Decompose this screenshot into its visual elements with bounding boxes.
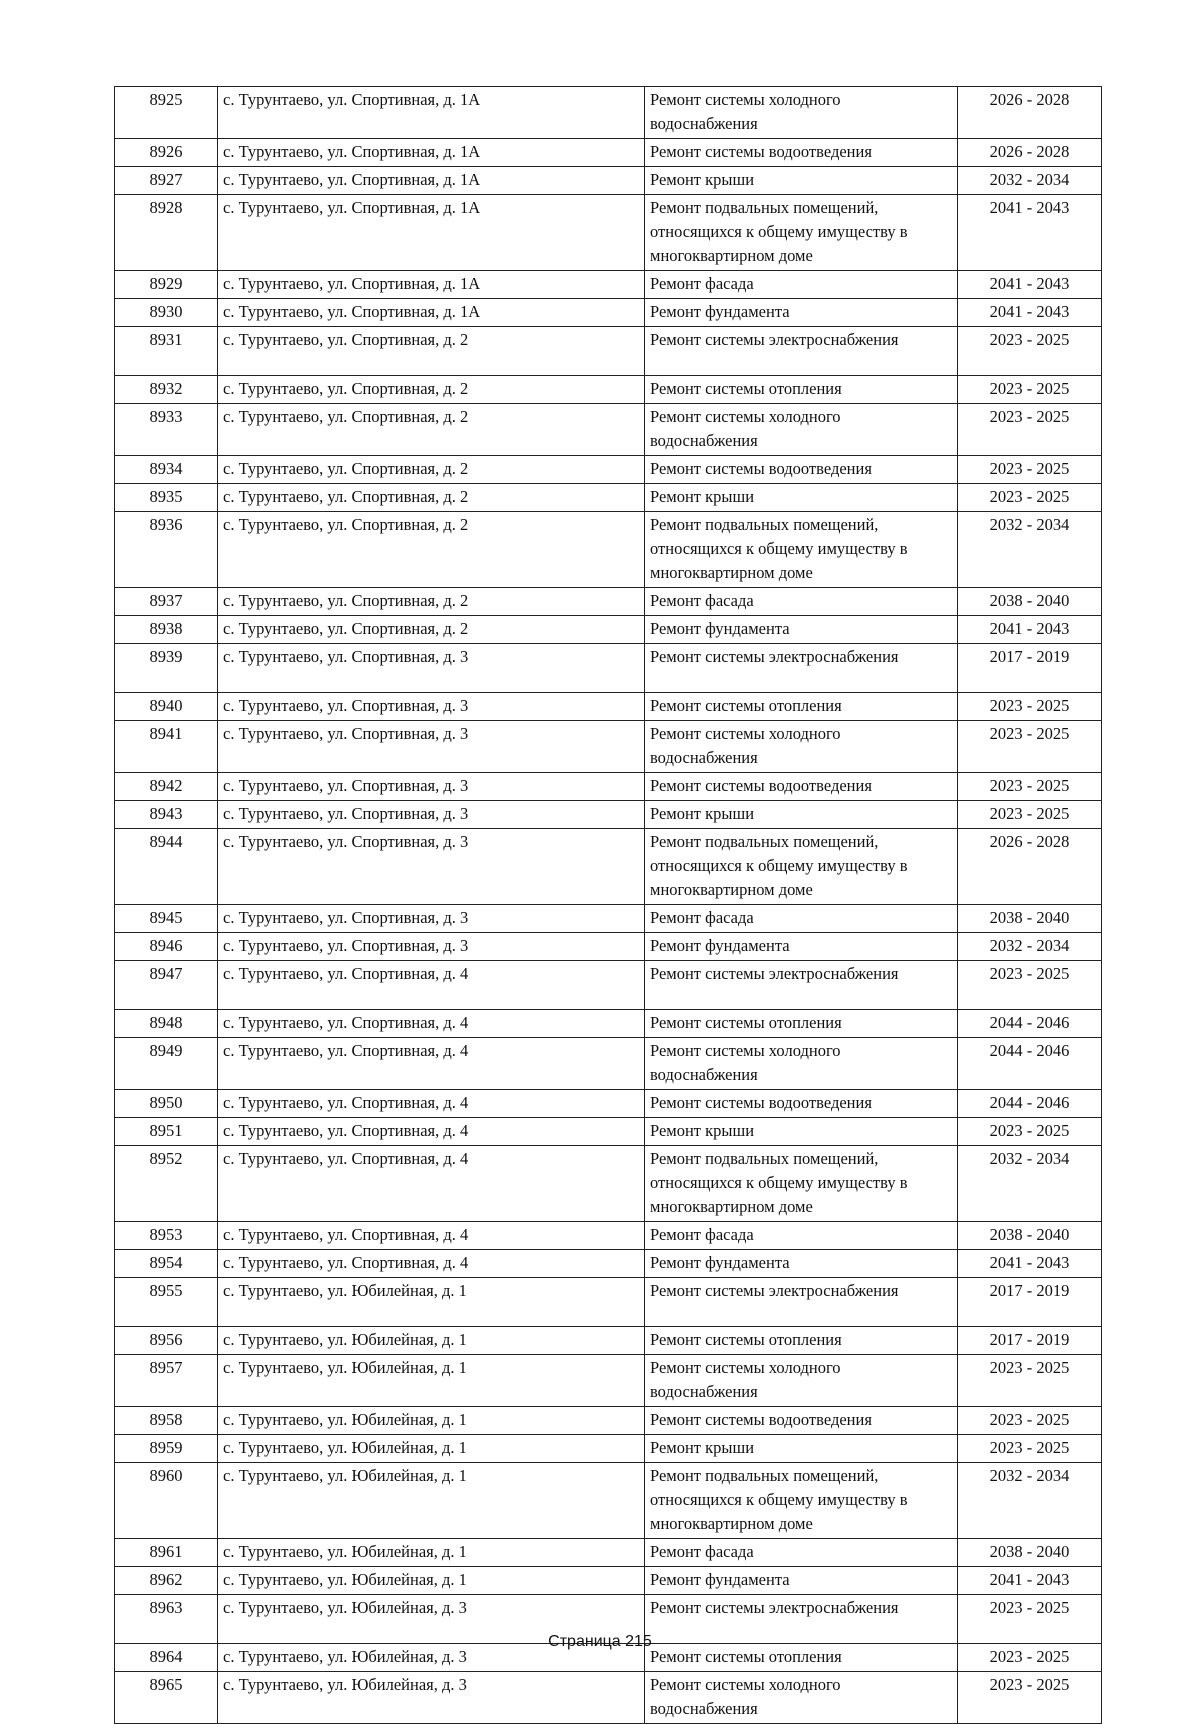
address-cell: с. Турунтаево, ул. Спортивная, д. 4 xyxy=(218,1222,645,1250)
row-number-cell: 8941 xyxy=(115,721,218,773)
work-type-cell: Ремонт фундамента xyxy=(645,616,958,644)
work-type-cell: Ремонт системы электроснабжения xyxy=(645,327,958,376)
table-row xyxy=(115,376,1102,404)
period-cell: 2026 - 2028 xyxy=(958,829,1102,905)
address-cell: с. Турунтаево, ул. Спортивная, д. 3 xyxy=(218,829,645,905)
period-cell: 2026 - 2028 xyxy=(958,139,1102,167)
table-row xyxy=(115,801,1102,829)
work-type-cell: Ремонт фундамента xyxy=(645,1250,958,1278)
address-cell: с. Турунтаево, ул. Спортивная, д. 2 xyxy=(218,616,645,644)
work-type-cell: Ремонт системы отопления xyxy=(645,376,958,404)
row-number-cell: 8949 xyxy=(115,1038,218,1090)
row-number-cell: 8933 xyxy=(115,404,218,456)
work-type-cell: Ремонт системы отопления xyxy=(645,693,958,721)
work-type-cell: Ремонт подвальных помещений, относящихся к общему имуществу в многоквартирном доме xyxy=(645,829,958,905)
table-row xyxy=(115,1355,1102,1407)
period-cell: 2038 - 2040 xyxy=(958,588,1102,616)
address-cell: с. Турунтаево, ул. Спортивная, д. 4 xyxy=(218,1010,645,1038)
work-type-cell: Ремонт крыши xyxy=(645,1435,958,1463)
table-row xyxy=(115,829,1102,905)
period-cell: 2038 - 2040 xyxy=(958,1222,1102,1250)
table-row xyxy=(115,484,1102,512)
table-row xyxy=(115,1463,1102,1539)
address-cell: с. Турунтаево, ул. Спортивная, д. 4 xyxy=(218,1146,645,1222)
address-cell: с. Турунтаево, ул. Спортивная, д. 1А xyxy=(218,87,645,139)
address-cell: с. Турунтаево, ул. Спортивная, д. 4 xyxy=(218,1090,645,1118)
work-type-cell: Ремонт системы водоотведения xyxy=(645,139,958,167)
work-type-cell: Ремонт фасада xyxy=(645,1539,958,1567)
period-cell: 2032 - 2034 xyxy=(958,1146,1102,1222)
address-cell: с. Турунтаево, ул. Спортивная, д. 4 xyxy=(218,961,645,1010)
period-cell: 2023 - 2025 xyxy=(958,404,1102,456)
work-type-cell: Ремонт фасада xyxy=(645,271,958,299)
row-number-cell: 8965 xyxy=(115,1672,218,1724)
work-type-cell: Ремонт подвальных помещений, относящихся к общему имуществу в многоквартирном доме xyxy=(645,195,958,271)
address-cell: с. Турунтаево, ул. Юбилейная, д. 3 xyxy=(218,1595,645,1644)
table-row xyxy=(115,404,1102,456)
period-cell: 2044 - 2046 xyxy=(958,1038,1102,1090)
row-number-cell: 8930 xyxy=(115,299,218,327)
period-cell: 2038 - 2040 xyxy=(958,1539,1102,1567)
period-cell: 2023 - 2025 xyxy=(958,327,1102,376)
address-cell: с. Турунтаево, ул. Спортивная, д. 2 xyxy=(218,404,645,456)
row-number-cell: 8951 xyxy=(115,1118,218,1146)
table-row xyxy=(115,905,1102,933)
work-type-cell: Ремонт системы отопления xyxy=(645,1010,958,1038)
address-cell: с. Турунтаево, ул. Юбилейная, д. 3 xyxy=(218,1672,645,1724)
table-row xyxy=(115,1010,1102,1038)
address-cell: с. Турунтаево, ул. Юбилейная, д. 1 xyxy=(218,1539,645,1567)
work-type-cell: Ремонт фасада xyxy=(645,905,958,933)
work-type-cell: Ремонт системы холодного водоснабжения xyxy=(645,1038,958,1090)
row-number-cell: 8960 xyxy=(115,1463,218,1539)
address-cell: с. Турунтаево, ул. Спортивная, д. 1А xyxy=(218,139,645,167)
address-cell: с. Турунтаево, ул. Юбилейная, д. 1 xyxy=(218,1327,645,1355)
table-row xyxy=(115,1250,1102,1278)
table-row xyxy=(115,644,1102,693)
period-cell: 2032 - 2034 xyxy=(958,167,1102,195)
address-cell: с. Турунтаево, ул. Спортивная, д. 4 xyxy=(218,1250,645,1278)
work-type-cell: Ремонт фундамента xyxy=(645,299,958,327)
work-type-cell: Ремонт системы водоотведения xyxy=(645,1407,958,1435)
period-cell: 2023 - 2025 xyxy=(958,801,1102,829)
row-number-cell: 8959 xyxy=(115,1435,218,1463)
row-number-cell: 8926 xyxy=(115,139,218,167)
row-number-cell: 8929 xyxy=(115,271,218,299)
period-cell: 2023 - 2025 xyxy=(958,1595,1102,1644)
row-number-cell: 8942 xyxy=(115,773,218,801)
address-cell: с. Турунтаево, ул. Юбилейная, д. 1 xyxy=(218,1463,645,1539)
address-cell: с. Турунтаево, ул. Спортивная, д. 2 xyxy=(218,456,645,484)
work-type-cell: Ремонт системы электроснабжения xyxy=(645,1595,958,1644)
period-cell: 2017 - 2019 xyxy=(958,644,1102,693)
address-cell: с. Турунтаево, ул. Спортивная, д. 1А xyxy=(218,271,645,299)
table-row xyxy=(115,616,1102,644)
table-row xyxy=(115,299,1102,327)
work-type-cell: Ремонт фасада xyxy=(645,1222,958,1250)
row-number-cell: 8939 xyxy=(115,644,218,693)
address-cell: с. Турунтаево, ул. Спортивная, д. 1А xyxy=(218,299,645,327)
page-number: Страница 215 xyxy=(548,1633,652,1650)
table-row xyxy=(115,1146,1102,1222)
table-row xyxy=(115,139,1102,167)
work-type-cell: Ремонт системы электроснабжения xyxy=(645,644,958,693)
work-type-cell: Ремонт подвальных помещений, относящихся к общему имуществу в многоквартирном доме xyxy=(645,512,958,588)
address-cell: с. Турунтаево, ул. Спортивная, д. 2 xyxy=(218,512,645,588)
address-cell: с. Турунтаево, ул. Спортивная, д. 3 xyxy=(218,644,645,693)
row-number-cell: 8938 xyxy=(115,616,218,644)
period-cell: 2026 - 2028 xyxy=(958,87,1102,139)
work-type-cell: Ремонт крыши xyxy=(645,801,958,829)
row-number-cell: 8961 xyxy=(115,1539,218,1567)
work-type-cell: Ремонт фундамента xyxy=(645,933,958,961)
row-number-cell: 8950 xyxy=(115,1090,218,1118)
row-number-cell: 8935 xyxy=(115,484,218,512)
period-cell: 2032 - 2034 xyxy=(958,512,1102,588)
work-type-cell: Ремонт системы холодного водоснабжения xyxy=(645,404,958,456)
table-row xyxy=(115,1327,1102,1355)
period-cell: 2017 - 2019 xyxy=(958,1327,1102,1355)
row-number-cell: 8956 xyxy=(115,1327,218,1355)
row-number-cell: 8936 xyxy=(115,512,218,588)
table-row xyxy=(115,1539,1102,1567)
table-row xyxy=(115,512,1102,588)
row-number-cell: 8958 xyxy=(115,1407,218,1435)
work-type-cell: Ремонт крыши xyxy=(645,484,958,512)
row-number-cell: 8945 xyxy=(115,905,218,933)
work-type-cell: Ремонт крыши xyxy=(645,167,958,195)
table-body xyxy=(115,87,1102,1724)
row-number-cell: 8955 xyxy=(115,1278,218,1327)
row-number-cell: 8953 xyxy=(115,1222,218,1250)
period-cell: 2032 - 2034 xyxy=(958,1463,1102,1539)
row-number-cell: 8963 xyxy=(115,1595,218,1644)
table-row xyxy=(115,1090,1102,1118)
capital-repair-table xyxy=(114,86,1102,1724)
period-cell: 2044 - 2046 xyxy=(958,1090,1102,1118)
work-type-cell: Ремонт фундамента xyxy=(645,1567,958,1595)
period-cell: 2023 - 2025 xyxy=(958,1355,1102,1407)
address-cell: с. Турунтаево, ул. Юбилейная, д. 1 xyxy=(218,1278,645,1327)
period-cell: 2023 - 2025 xyxy=(958,1118,1102,1146)
work-type-cell: Ремонт системы водоотведения xyxy=(645,456,958,484)
table-row xyxy=(115,87,1102,139)
table-row xyxy=(115,588,1102,616)
period-cell: 2041 - 2043 xyxy=(958,1250,1102,1278)
address-cell: с. Турунтаево, ул. Спортивная, д. 2 xyxy=(218,588,645,616)
address-cell: с. Турунтаево, ул. Спортивная, д. 2 xyxy=(218,484,645,512)
table-row xyxy=(115,693,1102,721)
address-cell: с. Турунтаево, ул. Спортивная, д. 3 xyxy=(218,721,645,773)
row-number-cell: 8943 xyxy=(115,801,218,829)
work-type-cell: Ремонт системы холодного водоснабжения xyxy=(645,1355,958,1407)
address-cell: с. Турунтаево, ул. Юбилейная, д. 1 xyxy=(218,1567,645,1595)
address-cell: с. Турунтаево, ул. Спортивная, д. 4 xyxy=(218,1118,645,1146)
work-type-cell: Ремонт системы электроснабжения xyxy=(645,961,958,1010)
period-cell: 2023 - 2025 xyxy=(958,1435,1102,1463)
row-number-cell: 8932 xyxy=(115,376,218,404)
address-cell: с. Турунтаево, ул. Спортивная, д. 4 xyxy=(218,1038,645,1090)
work-type-cell: Ремонт системы холодного водоснабжения xyxy=(645,1672,958,1724)
period-cell: 2023 - 2025 xyxy=(958,456,1102,484)
table-row xyxy=(115,721,1102,773)
period-cell: 2041 - 2043 xyxy=(958,616,1102,644)
address-cell: с. Турунтаево, ул. Юбилейная, д. 1 xyxy=(218,1355,645,1407)
work-type-cell: Ремонт системы водоотведения xyxy=(645,773,958,801)
table-row xyxy=(115,195,1102,271)
address-cell: с. Турунтаево, ул. Спортивная, д. 3 xyxy=(218,801,645,829)
address-cell: с. Турунтаево, ул. Спортивная, д. 3 xyxy=(218,773,645,801)
row-number-cell: 8962 xyxy=(115,1567,218,1595)
row-number-cell: 8957 xyxy=(115,1355,218,1407)
table-row xyxy=(115,456,1102,484)
row-number-cell: 8952 xyxy=(115,1146,218,1222)
period-cell: 2023 - 2025 xyxy=(958,1407,1102,1435)
table-row xyxy=(115,1435,1102,1463)
row-number-cell: 8925 xyxy=(115,87,218,139)
table-row xyxy=(115,271,1102,299)
period-cell: 2044 - 2046 xyxy=(958,1010,1102,1038)
table-row xyxy=(115,327,1102,376)
row-number-cell: 8954 xyxy=(115,1250,218,1278)
row-number-cell: 8934 xyxy=(115,456,218,484)
work-type-cell: Ремонт системы отопления xyxy=(645,1327,958,1355)
row-number-cell: 8948 xyxy=(115,1010,218,1038)
work-type-cell: Ремонт системы холодного водоснабжения xyxy=(645,721,958,773)
row-number-cell: 8947 xyxy=(115,961,218,1010)
work-type-cell: Ремонт подвальных помещений, относящихся к общему имуществу в многоквартирном доме xyxy=(645,1463,958,1539)
row-number-cell: 8944 xyxy=(115,829,218,905)
address-cell: с. Турунтаево, ул. Спортивная, д. 2 xyxy=(218,376,645,404)
period-cell: 2041 - 2043 xyxy=(958,1567,1102,1595)
work-type-cell: Ремонт системы отопления xyxy=(645,1644,958,1672)
address-cell: с. Турунтаево, ул. Спортивная, д. 2 xyxy=(218,327,645,376)
period-cell: 2023 - 2025 xyxy=(958,376,1102,404)
table-row xyxy=(115,1038,1102,1090)
work-type-cell: Ремонт системы водоотведения xyxy=(645,1090,958,1118)
table-row xyxy=(115,773,1102,801)
row-number-cell: 8931 xyxy=(115,327,218,376)
address-cell: с. Турунтаево, ул. Спортивная, д. 1А xyxy=(218,167,645,195)
period-cell: 2038 - 2040 xyxy=(958,905,1102,933)
row-number-cell: 8928 xyxy=(115,195,218,271)
period-cell: 2041 - 2043 xyxy=(958,271,1102,299)
table-row xyxy=(115,1118,1102,1146)
address-cell: с. Турунтаево, ул. Спортивная, д. 3 xyxy=(218,933,645,961)
table-row xyxy=(115,933,1102,961)
address-cell: с. Турунтаево, ул. Спортивная, д. 3 xyxy=(218,905,645,933)
period-cell: 2017 - 2019 xyxy=(958,1278,1102,1327)
period-cell: 2023 - 2025 xyxy=(958,1672,1102,1724)
address-cell: с. Турунтаево, ул. Юбилейная, д. 1 xyxy=(218,1435,645,1463)
address-cell: с. Турунтаево, ул. Спортивная, д. 3 xyxy=(218,693,645,721)
period-cell: 2041 - 2043 xyxy=(958,299,1102,327)
row-number-cell: 8946 xyxy=(115,933,218,961)
table-row xyxy=(115,1278,1102,1327)
work-type-cell: Ремонт крыши xyxy=(645,1118,958,1146)
period-cell: 2023 - 2025 xyxy=(958,773,1102,801)
work-type-cell: Ремонт подвальных помещений, относящихся к общему имуществу в многоквартирном доме xyxy=(645,1146,958,1222)
row-number-cell: 8964 xyxy=(115,1644,218,1672)
period-cell: 2023 - 2025 xyxy=(958,721,1102,773)
period-cell: 2023 - 2025 xyxy=(958,1644,1102,1672)
row-number-cell: 8927 xyxy=(115,167,218,195)
period-cell: 2032 - 2034 xyxy=(958,933,1102,961)
table-row xyxy=(115,1407,1102,1435)
work-type-cell: Ремонт системы холодного водоснабжения xyxy=(645,87,958,139)
work-type-cell: Ремонт системы электроснабжения xyxy=(645,1278,958,1327)
period-cell: 2023 - 2025 xyxy=(958,693,1102,721)
period-cell: 2023 - 2025 xyxy=(958,961,1102,1010)
row-number-cell: 8940 xyxy=(115,693,218,721)
table-row xyxy=(115,167,1102,195)
period-cell: 2041 - 2043 xyxy=(958,195,1102,271)
period-cell: 2023 - 2025 xyxy=(958,484,1102,512)
address-cell: с. Турунтаево, ул. Спортивная, д. 1А xyxy=(218,195,645,271)
table-row xyxy=(115,961,1102,1010)
table-row xyxy=(115,1222,1102,1250)
row-number-cell: 8937 xyxy=(115,588,218,616)
address-cell: с. Турунтаево, ул. Юбилейная, д. 1 xyxy=(218,1407,645,1435)
work-type-cell: Ремонт фасада xyxy=(645,588,958,616)
table-row xyxy=(115,1567,1102,1595)
address-cell: с. Турунтаево, ул. Юбилейная, д. 3 xyxy=(218,1644,645,1672)
